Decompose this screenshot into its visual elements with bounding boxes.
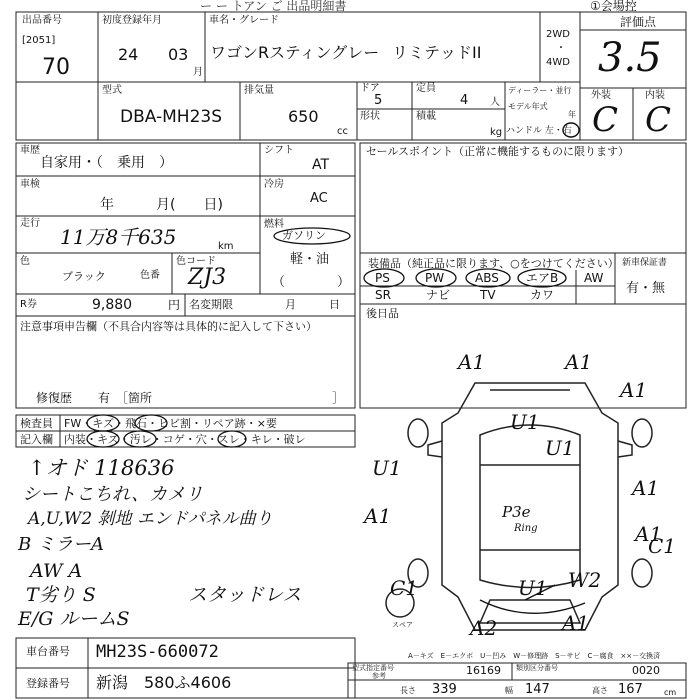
mark-cabin-p3e: P3e (502, 503, 531, 521)
km-unit: km (218, 241, 234, 252)
warranty-label: 新車保証書 (622, 258, 668, 268)
plate-label: 登録番号 (26, 677, 70, 690)
cm-unit: cm (664, 688, 677, 697)
model-label: 型式 (102, 85, 122, 96)
inspector-circle-marks (60, 413, 270, 449)
equip-pw: PW (425, 271, 445, 285)
damage-code-legend: A－キズ E－エクボ U－凹み W－修理跡 S－サビ C－腐食 ××－交換済 (408, 652, 661, 660)
fuel-gasoline: ガソリン (282, 229, 326, 242)
mark-front-right-a1: A1 (565, 350, 593, 374)
car-name: ワゴンRスティングレー (210, 43, 380, 62)
entry-label: 記入欄 (20, 433, 53, 446)
drive-4wd: 4WD (546, 57, 570, 68)
height-value: 167 (618, 682, 643, 697)
shift-value: AT (312, 157, 330, 173)
type-cert-number: 16169 (466, 664, 501, 677)
score-value: 3.5 (598, 35, 662, 81)
inspection-label: 車検 (20, 179, 40, 190)
mark-cabin-ring: Ring (514, 523, 538, 534)
later-items-label: 後日品 (366, 307, 399, 320)
plate-number: 新潟 580ふ4606 (96, 673, 232, 692)
selling-points-label: セールスポイント（正常に機能するものに限ります） (366, 145, 630, 158)
gasoline-circle-mark (272, 226, 352, 246)
displacement-label: 排気量 (244, 85, 274, 96)
dealer-label: ディーラー・並行 (508, 86, 572, 95)
capacity-label: 定員 (416, 83, 436, 94)
mark-rear-bumper-a1: A1 (562, 611, 590, 635)
model-code: DBA-MH23S (120, 107, 223, 127)
ac-value: AC (310, 191, 328, 206)
month-unit: 月 (193, 67, 203, 78)
mark-right-rear-c1: C1 (648, 534, 677, 558)
doors-value: 5 (374, 93, 383, 108)
chassis-label: 車台番号 (26, 645, 70, 658)
class-number: 0020 (632, 664, 660, 677)
height-label: 高さ (592, 686, 608, 695)
reference-label: 参考 (372, 672, 386, 680)
handwritten-note-engine-room: E/G ルームS (18, 608, 130, 630)
mileage-label: 走行 (20, 218, 40, 229)
chassis-number: MH23S-660072 (96, 642, 219, 662)
equip-leather: カワ (530, 288, 555, 302)
handwritten-note-seat: シートこちれ、カメリ (22, 484, 204, 505)
mark-rear-right-w2: W2 (568, 568, 602, 592)
mark-left-door-a1: A1 (364, 504, 392, 528)
usage-label: 車歴 (20, 145, 40, 156)
car-name-label: 車名・グレード (209, 15, 279, 26)
type-cert-label: 型式指定番号 (352, 664, 394, 672)
interior-grade: C (645, 100, 672, 140)
mark-rear-bumper-a2: A2 (470, 616, 498, 640)
capacity-value: 4 (460, 93, 469, 108)
name-change-label: 名変期限 (189, 298, 233, 311)
car-grade: リミテッドII (392, 43, 482, 62)
exterior-grade: C (592, 100, 619, 140)
equip-abs: ABS (475, 271, 499, 285)
mark-spare-c1: C1 (390, 576, 419, 600)
equip-airbag: エアB (526, 271, 559, 285)
handwritten-note-end-panel: A,U,W2 剝地 エンドパネル曲り (28, 509, 273, 529)
inspector-interior-row: 内装・キズ・汚レ・コゲ・穴・スレ・キレ・破レ (64, 433, 306, 446)
warranty-value: 有・無 (626, 281, 666, 296)
color-value: ブラック (62, 270, 106, 283)
length-label: 長さ (400, 686, 416, 695)
lot-number: 70 (42, 55, 70, 80)
first-registration-month: 03 (168, 45, 189, 64)
handwritten-note-mirror: B ミラーA (18, 534, 104, 555)
mileage-value: 11万8千635 (60, 225, 177, 249)
mark-right-rear-a1: A1 (635, 522, 663, 546)
length-value: 339 (432, 682, 457, 697)
mark-right-door-a1: A1 (632, 476, 660, 500)
equipment-label: 装備品（純正品に限ります、○をつけてください） (368, 257, 619, 270)
right-hand-drive-circle-mark (562, 121, 580, 139)
model-year-label: モデル年式 (508, 102, 548, 111)
color-number-label: 色番 (140, 270, 160, 281)
color-code-label: 色コード (176, 256, 216, 267)
handwritten-note-tire: T劣り S (26, 584, 96, 606)
inspector-label: 検査員 (20, 417, 53, 430)
notes-label: 注意事項申告欄（不具合内容等は具体的に記入して下さい） (20, 320, 317, 333)
mark-front-left-a1: A1 (458, 350, 486, 374)
exterior-label: 外装 (591, 90, 611, 101)
drive-separator: ・ (556, 43, 566, 54)
year-unit: 年 (568, 110, 576, 119)
handwritten-note-aw: AW A (30, 560, 83, 582)
shape-label: 形状 (360, 111, 380, 122)
inspector-exterior-row: FW・キズ・飛石・ヒビ割・リペア跡・×要 (64, 417, 277, 430)
interior-label: 内装 (645, 90, 665, 101)
width-value: 147 (525, 682, 550, 697)
load-label: 積載 (416, 111, 436, 122)
ac-label: 冷房 (264, 179, 284, 190)
recycle-value: 9,880 (92, 297, 133, 313)
venue-copy-label: ①会場控 (590, 0, 637, 13)
mark-rear-u1: U1 (518, 576, 548, 600)
equip-ps: PS (375, 271, 390, 285)
class-label: 類別区分番号 (516, 664, 558, 672)
person-unit: 人 (490, 97, 500, 108)
first-registration-label: 初度登録年月 (102, 15, 162, 26)
equip-sr: SR (375, 288, 391, 302)
equip-navi: ナビ (426, 288, 451, 302)
fuel-other: （ ） (272, 275, 351, 290)
mark-right-fender-a1: A1 (620, 378, 648, 402)
color-label: 色 (20, 256, 30, 267)
spare-label: スペア (392, 621, 413, 629)
fuel-label: 燃料 (264, 219, 284, 230)
displacement-value: 650 (288, 107, 319, 126)
yen-unit: 円 (168, 298, 181, 312)
handle-label: ハンドル 左・右 (506, 126, 572, 136)
score-label: 評価点 (620, 15, 657, 29)
mark-roof-u1: U1 (545, 436, 575, 460)
usage-value: 自家用・（ 乗用 ） (40, 155, 173, 171)
cc-unit: cc (337, 126, 348, 137)
repair-history-value: 有 ［箇所 (98, 391, 153, 405)
kg-unit: kg (490, 127, 503, 138)
drive-2wd: 2WD (546, 29, 570, 40)
handwritten-note-odometer: ↑オド 118636 (28, 456, 175, 480)
inspection-value: 年 月( 日) (100, 197, 223, 213)
lot-number-label: 出品番号 (22, 15, 62, 26)
doors-label: ドア (360, 83, 380, 94)
mark-left-u1: U1 (372, 456, 402, 480)
first-registration-year: 24 (118, 45, 139, 64)
repair-bracket-close: ］ (332, 391, 345, 405)
fuel-light-oil: 軽・油 (290, 252, 330, 267)
vehicle-damage-diagram (364, 345, 680, 645)
equip-tv: TV (480, 288, 496, 302)
name-change-date: 月 日 (285, 298, 340, 311)
sheet-title: ー ー トアン ご 出品明細書 (200, 0, 347, 13)
lot-bracket-code: [2051] (22, 35, 56, 46)
width-label: 幅 (505, 686, 513, 695)
mark-hood-u1: U1 (510, 410, 540, 434)
handwritten-note-studless: スタッドレス (188, 584, 302, 606)
repair-history-label: 修復歴 (36, 391, 73, 405)
color-code: ZJ3 (188, 265, 227, 290)
equipment-circle-marks (360, 262, 580, 290)
shift-label: シフト (264, 145, 294, 156)
equip-aw: AW (584, 271, 604, 285)
recycle-label: R券 (20, 299, 37, 310)
